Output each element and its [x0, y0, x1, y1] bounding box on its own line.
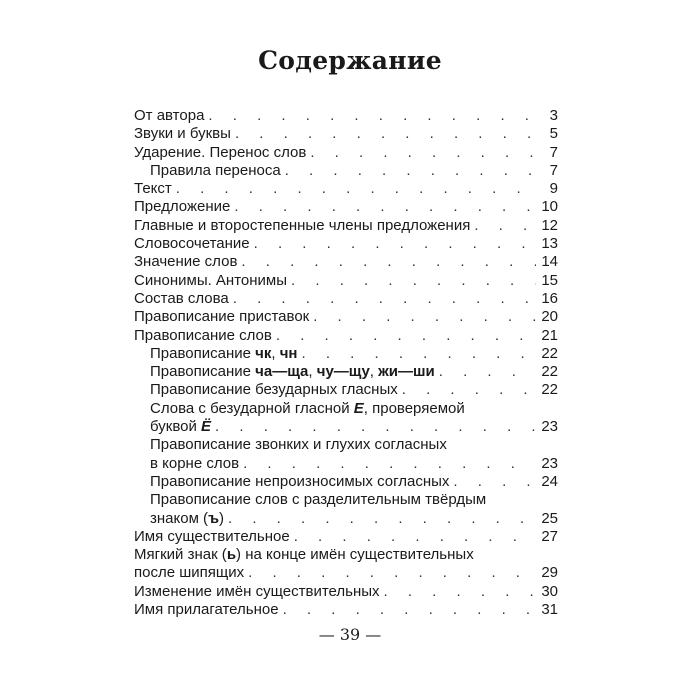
dot-leader	[176, 180, 536, 198]
toc-bold-part: ча	[255, 363, 273, 381]
toc-subentry[interactable]	[134, 473, 558, 491]
toc-entry-title: в корне слов	[150, 454, 240, 472]
toc-bold-part: щу	[348, 363, 370, 381]
toc-entry-title	[150, 510, 224, 528]
toc-entry-title: Главные и второстепенные члены предложения	[134, 216, 471, 234]
toc-entry-line[interactable]	[134, 546, 558, 564]
toc-page-number: 7	[549, 161, 558, 179]
toc-subentry[interactable]	[134, 455, 558, 473]
toc-text: ,	[271, 344, 280, 362]
toc-entry[interactable]	[134, 198, 558, 216]
toc-text: Слова с безударной гласной	[150, 399, 350, 417]
toc-bold-text	[317, 363, 370, 380]
toc-text: Мягкий знак (	[134, 546, 227, 564]
toc-entry[interactable]	[134, 125, 558, 143]
toc-page-number: 25	[541, 509, 558, 527]
toc-entry-title: Правописание безударных гласных	[150, 381, 398, 399]
dot-leader	[384, 583, 536, 601]
toc-bold-text	[255, 363, 308, 380]
toc-entry-title: Звуки и буквы	[134, 125, 231, 143]
toc-entry[interactable]	[134, 180, 558, 198]
dot-leader	[453, 473, 536, 491]
toc-entry[interactable]	[134, 308, 558, 326]
dot-leader	[294, 528, 536, 546]
toc-subentry-line[interactable]: Правописание слов с разделительным твёрдым	[150, 491, 487, 509]
toc-bold-text: чк	[255, 344, 272, 362]
toc-page-number: 14	[541, 253, 558, 271]
toc-entry-title: Ударение. Перенос слов	[134, 143, 307, 161]
toc-entry-title: Изменение имён существительных	[134, 582, 380, 600]
toc-subentry[interactable]	[134, 345, 558, 363]
toc-subentry[interactable]	[134, 510, 558, 528]
toc-page-number: 3	[549, 107, 558, 124]
toc-page-number: 21	[541, 326, 558, 344]
toc-entry-title: Правописание слов	[134, 326, 272, 344]
dot-leader	[248, 564, 536, 582]
toc-subentry[interactable]	[134, 363, 558, 381]
toc-bold-text	[378, 363, 435, 380]
toc-page-number: 22	[541, 381, 558, 399]
toc-page-number: 22	[541, 363, 558, 381]
toc-subentry-line[interactable]	[134, 400, 558, 418]
toc-entry[interactable]	[134, 327, 558, 345]
toc-page-number: 23	[541, 418, 558, 436]
toc-page-number: 15	[541, 271, 558, 289]
dot-leader	[233, 290, 536, 308]
toc-bold-part: ща	[287, 363, 309, 381]
dot-leader	[301, 345, 536, 363]
toc-page-number: 22	[541, 344, 558, 362]
dot-leader	[283, 601, 536, 619]
dot-leader	[439, 363, 536, 381]
toc-entry-title: Состав слова	[134, 289, 229, 307]
toc-page-number: 20	[541, 308, 558, 326]
toc-bold-letter: ь	[226, 546, 237, 564]
toc-text: ,	[369, 363, 379, 381]
toc-entry-title: Словосочетание	[134, 235, 250, 253]
toc-entry-title: Имя существительное	[134, 527, 290, 545]
toc-entry[interactable]	[134, 217, 558, 235]
toc-entry[interactable]	[134, 144, 558, 162]
toc-entry-title: после шипящих	[134, 564, 245, 582]
toc-bold-part: чу	[316, 363, 334, 381]
dot-leader	[474, 217, 536, 235]
toc-text: Правописание	[150, 363, 251, 381]
dot-leader	[310, 144, 536, 162]
toc-page-number: 7	[549, 143, 558, 161]
dot-leader	[402, 381, 536, 399]
toc-entry-title: Правописание непроизносимых согласных	[150, 472, 450, 490]
toc-text: , проверяемой	[363, 399, 465, 417]
toc-entry-title: Предложение	[134, 198, 231, 216]
dot-leader	[276, 327, 536, 345]
toc-page-number: 16	[541, 289, 558, 307]
toc-bold-italic-letter: Е	[353, 399, 364, 417]
toc-page-number: 29	[541, 564, 558, 582]
toc-entry[interactable]	[134, 583, 558, 601]
dot-leader	[215, 418, 536, 436]
toc-entry-title: Правописание приставок	[134, 308, 310, 326]
toc-entry-title: От автора	[134, 107, 205, 124]
toc-text: буквой	[150, 418, 197, 436]
dot-leader	[285, 162, 536, 180]
toc-entry-title	[150, 345, 297, 363]
toc-text: ) на конце имён существительных	[236, 546, 474, 564]
toc-text: ,	[308, 363, 317, 381]
toc-page-number: 5	[549, 125, 558, 143]
toc-page-number: 13	[541, 235, 558, 253]
toc-entry[interactable]	[134, 107, 558, 125]
toc-page-number: 24	[541, 472, 558, 490]
toc-page-number: 23	[541, 454, 558, 472]
toc-entry[interactable]	[134, 253, 558, 271]
toc-text: )	[219, 509, 224, 527]
toc-page-number: 30	[541, 582, 558, 600]
toc-subentry[interactable]	[134, 418, 558, 436]
toc-bold-text: чн	[279, 344, 298, 362]
dot-leader	[208, 107, 536, 125]
toc-entry-title: Правила переноса	[150, 161, 281, 179]
toc-dash: —	[398, 363, 413, 381]
toc-entry[interactable]	[134, 528, 558, 546]
toc-page-number: 27	[541, 527, 558, 545]
toc-entry[interactable]	[134, 290, 558, 308]
dot-leader	[291, 272, 536, 290]
toc-entry-title	[150, 418, 211, 436]
toc-entry[interactable]	[134, 272, 558, 290]
page-number: — 39 —	[318, 625, 382, 644]
toc-text: Правописание	[150, 344, 251, 362]
table-of-contents	[134, 107, 558, 619]
toc-subentry-line[interactable]: Правописание звонких и глухих согласных	[150, 436, 447, 454]
toc-dash: —	[333, 363, 349, 381]
toc-entry-title: Значение слов	[134, 253, 238, 271]
dot-leader	[313, 308, 536, 326]
toc-dash: —	[272, 363, 288, 381]
dot-leader	[235, 125, 536, 143]
dot-leader	[254, 235, 536, 253]
toc-entry[interactable]	[134, 601, 558, 619]
toc-bold-part: жи	[378, 363, 398, 381]
toc-subentry[interactable]	[134, 162, 558, 180]
toc-bold-part: ши	[413, 363, 435, 381]
toc-bold-italic-letter: Ё	[201, 418, 212, 436]
toc-entry-title: Синонимы. Антонимы	[134, 271, 288, 289]
dot-leader	[234, 198, 536, 216]
toc-entry[interactable]	[134, 235, 558, 253]
toc-entry-title: Текст	[134, 180, 172, 198]
dot-leader	[241, 253, 536, 271]
toc-page-number: 12	[541, 216, 558, 234]
dot-leader	[243, 455, 536, 473]
toc-entry-title	[150, 363, 435, 381]
toc-page-number: 31	[541, 601, 558, 619]
toc-entry-title: Имя прилагательное	[134, 601, 279, 619]
dot-leader	[228, 510, 536, 528]
page-title: Содержание	[258, 46, 442, 75]
toc-text: знаком (	[150, 509, 209, 527]
toc-entry[interactable]	[134, 564, 558, 582]
toc-bold-letter: ъ	[208, 509, 219, 527]
toc-subentry[interactable]	[134, 381, 558, 399]
toc-page-number: 9	[549, 180, 558, 198]
toc-page-number: 10	[541, 198, 558, 216]
